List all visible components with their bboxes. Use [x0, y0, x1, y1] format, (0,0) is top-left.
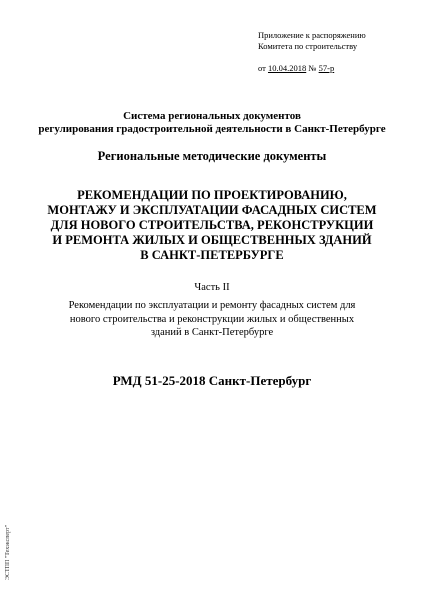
part-label: Часть II: [194, 282, 230, 293]
title-line: И РЕМОНТА ЖИЛЫХ И ОБЩЕСТВЕННЫХ ЗДАНИЙ: [52, 233, 372, 247]
description-line: Рекомендации по эксплуатации и ремонту фасадных систем для: [68, 300, 356, 311]
regional-docs-heading: Региональные методические документы: [97, 149, 327, 163]
description-line: нового строительства и реконструкции жилых и общественных: [69, 313, 355, 325]
system-line-1: Система региональных документов: [123, 110, 301, 122]
appendix-line-2: Комитета по строительству: [258, 41, 358, 51]
title-line: ДЛЯ НОВОГО СТРОИТЕЛЬСТВА, РЕКОНСТРУКЦИИ: [50, 218, 374, 232]
system-heading: [0, 110, 424, 136]
title-line: МОНТАЖУ И ЭКСПЛУАТАЦИИ ФАСАДНЫХ СИСТЕМ: [47, 203, 377, 217]
document-code: РМД 51-25-2018 Санкт-Петербург: [112, 373, 312, 388]
system-line-2: регулирования градостроительной деятельности в Санкт-Петербурге: [38, 123, 386, 135]
order-number-label: №: [308, 63, 317, 73]
part-description: [0, 299, 424, 340]
order-reference: [258, 63, 334, 73]
order-prefix: от: [258, 63, 266, 73]
description-line: зданий в Санкт-Петербурге: [150, 327, 274, 338]
title-line: РЕКОМЕНДАЦИИ ПО ПРОЕКТИРОВАНИЮ,: [77, 188, 347, 202]
title-line: В САНКТ-ПЕТЕРБУРГЕ: [140, 248, 284, 262]
document-title: [0, 188, 424, 263]
order-date: 10.04.2018: [267, 63, 307, 73]
watermark: ЭСТПП "Техэксперт": [5, 524, 11, 580]
order-number: 57-р: [318, 63, 335, 73]
appendix-block: [258, 30, 366, 52]
appendix-line-1: Приложение к распоряжению: [258, 30, 366, 40]
